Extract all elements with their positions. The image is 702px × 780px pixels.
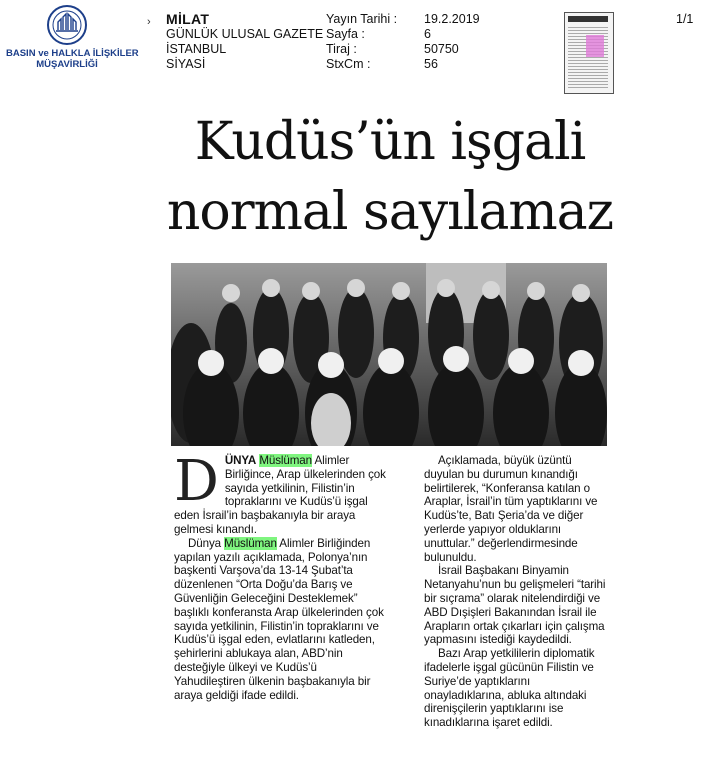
meta-label: StxCm : [326,57,371,71]
page-number: 6 [424,27,431,41]
publication-type: GÜNLÜK ULUSAL GAZETE [166,27,324,41]
article-paragraph [174,537,390,703]
meta-label: Sayfa : [326,27,365,41]
meta-label: Tiraj : [326,42,357,56]
drop-cap: D [174,449,219,514]
stxcm: 56 [424,57,438,71]
paragraph-text: Alimler Birliğince, Arap ülkelerinden çok sayıda yetkilinin, Filistin’in topraklarını ve Kudüs’ü işgal eden İsrail’in başbakanıyla bir araya gelmesi kınandı. [174,454,386,536]
news-photo [171,263,607,446]
publication-city: İSTANBUL [166,42,227,56]
article-paragraph: Bazı Arap yetkililerin diplomatik ifadelerle işgal gücünün Filistin ve Suriye’de yaptıklarını onayladıklarına, abluka altındaki direnişçilerin yaptıklarını ise kınadıklarına işaret edildi. [424,647,595,730]
search-highlight: Müslüman [259,454,313,467]
page-thumbnail[interactable] [564,12,614,94]
lead-word: ÜNYA [224,454,257,467]
article-paragraph [174,449,390,537]
agency-logo [6,4,139,86]
circulation: 50750 [424,42,459,56]
article-paragraph: İsrail Başbakanı Binyamin Netanyahu’nun bu gelişmeleri “tarihi bir sıçrama” olarak nitelendirdiği ve ABD Dışişleri Bakanından İsrail ile Arapların ortak çıkarları için çalışma yapmasını istediği kaydedildi. [424,564,606,647]
article-paragraph: Açıklamada, büyük üzüntü duyulan bu durumun kınandığı belirtilerek, “Konferansa katılan o Araplar, İsrail’in tüm yaptıklarını ve Kudüs’te, Batı Şeria’da ve diğer yerlerde yapıyor olduklarını unuttular.” değerlendirmesinde bulunuldu. [424,454,598,564]
headline-line2: normal sayılamaz [166,182,614,242]
page-count: 1/1 [676,12,694,26]
agency-name-line2: MÜŞAVİRLİĞİ [36,59,98,70]
agency-name-line1: BASIN ve HALKLA İLİŞKİLER [6,48,139,59]
publish-date: 19.2.2019 [424,12,480,26]
article-column-left [174,449,390,702]
search-highlight: Müslüman [224,536,277,550]
publication-name: MİLAT [166,11,210,27]
headline-line1: Kudüs’ün işgali [194,112,586,172]
paragraph-text: Alimler Birliğinden yapılan yazılı açıklamada, Polonya’nın başkenti Varşova’da 13-14 Şubat’ta düzenlenen “Orta Doğu’da Barış ve Güvenliğin Geleceğini Desteklemek” başlıklı konferansta Arap ülkelerinden çok sayıda yetkilinin, Filistin’in topraklarını ve Kudüs’ü işgal eden, evlatlarını katleden, şehirlerini ablukaya alan, ABD’nin desteğiyle ülkeyi ve Kudüs’ü Yahudileştiren ülkenin başbakanıyla bir araya geldiği ifade edildi. [174,536,384,702]
emblem-icon [46,4,88,46]
publication-info [166,12,323,72]
chevron-right-icon: › [147,16,151,28]
article-location-highlight [586,35,604,57]
meta-values [424,12,480,72]
paragraph-text: Dünya [188,536,225,550]
article-column-right [424,454,610,730]
meta-label: Yayın Tarihi : [326,12,398,26]
meta-labels [326,12,397,72]
publication-category: SİYASİ [166,57,206,71]
